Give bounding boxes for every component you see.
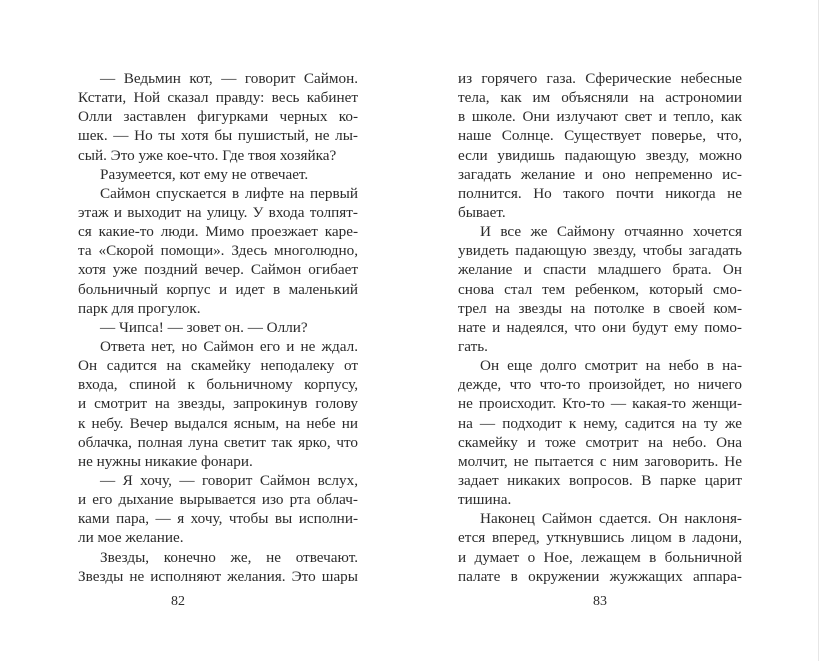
text-line: входа, спиной к больничному корпусу,: [78, 376, 358, 394]
text-line: молчит, не пытается с ним заговорить. Не: [458, 452, 742, 470]
text-line: Кстати, Ной сказал правду: весь кабинет: [78, 89, 358, 107]
text-line: Он еще долго смотрит на небо в на-: [480, 357, 742, 375]
text-line: Наконец Саймон сдается. Он наклоня-: [480, 510, 742, 528]
text-line: не происходит. Кто-то — какая-то женщи-: [458, 395, 742, 413]
page-number: 82: [171, 594, 185, 609]
text-line: наше Солнце. Существует поверье, что,: [458, 127, 742, 145]
right-page-body: [458, 69, 742, 586]
text-line: на — подходит к нему, садится на ту же: [458, 414, 742, 432]
text-line: загадать желание и оно непременно ис-: [458, 165, 742, 183]
text-line: к небу. Вечер выдался ясным, на небе ни: [78, 414, 358, 432]
text-line: трел на звезды на потолке в своей ком-: [458, 299, 742, 317]
text-line: гать.: [458, 337, 488, 355]
text-line: та «Скорой помощи». Здесь многолюдно,: [78, 242, 358, 260]
text-line: ли мое желание.: [78, 529, 184, 547]
text-line: желание и спасти младшего брата. Он: [458, 261, 742, 279]
text-line: бывает.: [458, 203, 506, 221]
text-line: из горячего газа. Сферические небесные: [458, 70, 742, 87]
text-line: увидеть падающую звезду, чтобы загадать: [458, 242, 742, 260]
text-line: Саймон спускается в лифте на первый: [100, 184, 358, 202]
text-line: не нужны никакие фонари.: [78, 452, 253, 470]
text-line: тела, как им объясняли на астрономии: [458, 89, 742, 107]
text-line: шек. — Но ты хотя бы пушистый, не лы-: [78, 127, 358, 145]
page-number: 83: [593, 594, 607, 609]
text-line: в школе. Они излучают свет и тепло, как: [458, 108, 742, 126]
text-line: — Чипса! — зовет он. — Олли?: [100, 318, 308, 336]
text-line: Звезды, конечно же, не отвечают.: [100, 548, 358, 566]
text-line: если увидишь падающую звезду, можно: [458, 146, 742, 164]
text-line: И все же Саймону отчаянно хочется: [480, 223, 742, 241]
text-line: скамейку и тоже смотрит на небо. Она: [458, 433, 742, 451]
text-line: больничный корпус и идет в маленький: [78, 280, 358, 298]
text-line: и смотрит на звезды, запрокинув голову: [78, 395, 358, 413]
text-line: — Ведьмин кот, — говорит Саймон.: [100, 70, 358, 87]
text-line: тишина.: [458, 491, 512, 509]
text-line: палате в окружении жужжащих аппара-: [458, 567, 742, 585]
text-line: ками пара, — я хочу, чтобы вы исполни-: [78, 510, 358, 528]
text-line: Он садится на скамейку неподалеку от: [78, 357, 358, 375]
text-line: парк для прогулок.: [78, 299, 201, 317]
right-page: [410, 0, 819, 661]
left-page-body: [78, 69, 358, 586]
text-line: Ответа нет, но Саймон его и не ждал.: [100, 337, 358, 355]
text-line: хотя уже поздний вечер. Саймон огибает: [78, 261, 358, 279]
text-line: нате и надеялся, что они будут ему помо-: [458, 318, 742, 336]
text-line: облачка, полная луна светит так ярко, что: [78, 433, 358, 451]
text-line: ется вперед, уткнувшись лицом в ладони,: [458, 529, 742, 547]
text-line: сый. Это уже кое-что. Где твоя хозяйка?: [78, 146, 337, 164]
text-line: ся какие-то люди. Мимо проезжает каре-: [78, 223, 358, 241]
text-line: снова стал тем ребенком, который смо-: [458, 280, 742, 298]
text-line: — Я хочу, — говорит Саймон вслух,: [100, 471, 358, 489]
text-line: Звезды не исполняют желания. Это шары: [78, 567, 358, 585]
text-line: Разумеется, кот ему не отвечает.: [100, 165, 309, 183]
text-line: и его дыхание вырывается изо рта облач-: [78, 491, 358, 509]
text-line: дежде, что что-то произойдет, но ничего: [458, 376, 742, 394]
text-line: Олли заставлен фигурками черных ко-: [78, 108, 358, 126]
text-line: этаж и выходит на улицу. У входа толпят-: [78, 203, 358, 221]
text-line: полнится. Но такого почти никогда не: [458, 184, 742, 202]
text-line: и думает о Ное, лежащем в больничной: [458, 548, 742, 566]
text-line: задает никаких вопросов. В парке царит: [458, 471, 742, 489]
